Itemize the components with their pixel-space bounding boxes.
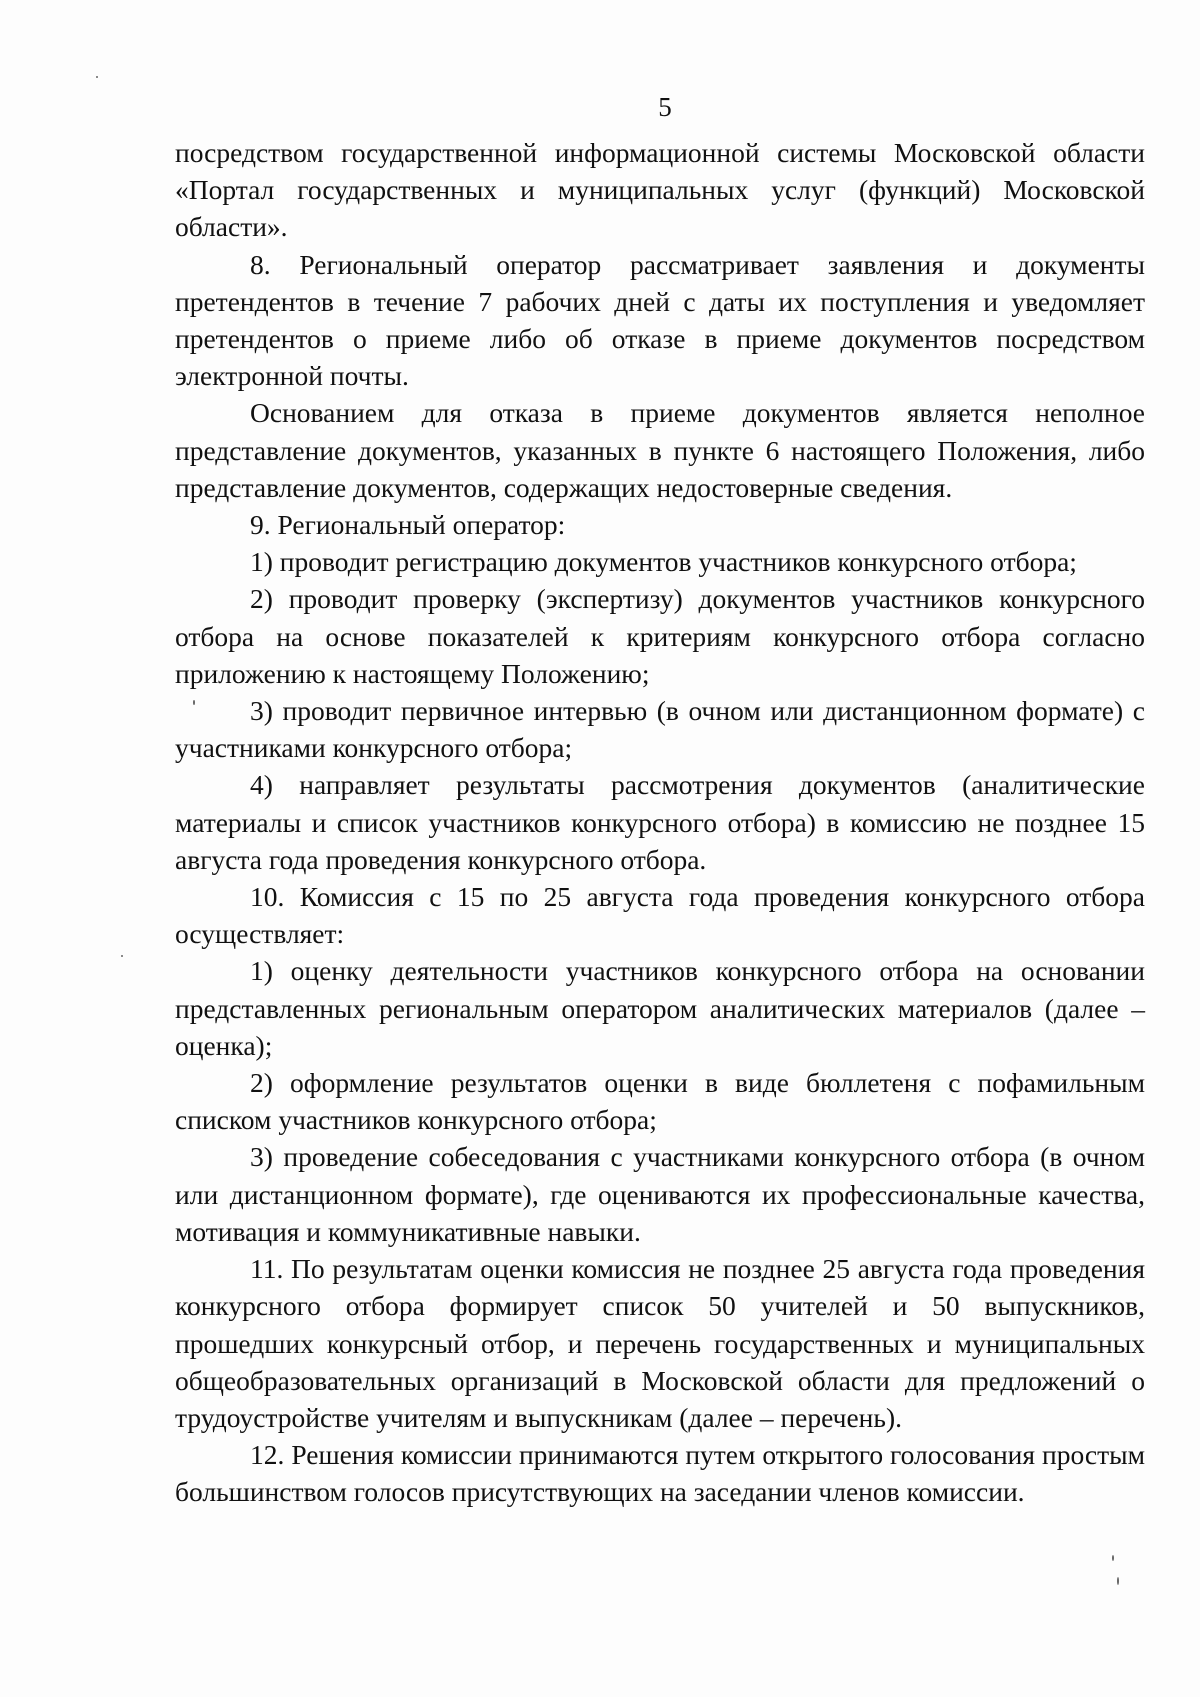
paragraph-item-9: 9. Региональный оператор: (250, 509, 566, 541)
scan-speck (121, 955, 123, 957)
paragraph-item-8: 8. Региональный оператор рассматривает заявления и документы претендентов в течение 7 рабочих дней с даты их поступления и уведомляет претендентов о приеме либо об отказе в приеме документов посредством электронной почты. (175, 248, 1145, 392)
paragraph-refusal-grounds: Основанием для отказа в приеме документов является неполное представление документов, указанных в пункте 6 настоящего Положения, либо представление документов, содержащих недостоверные сведения. (175, 397, 1145, 503)
scan-speck (96, 76, 98, 78)
paragraph-item-9-4: 4) направляет результаты рассмотрения документов (аналитические материалы и список участников конкурсного отбора) в комиссию не позднее 15 августа года проведения конкурсного отбора. (175, 769, 1145, 875)
paragraph-item-11: 11. По результатам оценки комиссия не позднее 25 августа года проведения конкурсного отбора формирует список 50 учителей и 50 выпускников, прошедших конкурсный отбор, и перечень государственных и муниципальных общеобразовательных организаций в Московской области для предложений о трудоустройстве учителям и выпускникам (далее – перечень). (175, 1253, 1145, 1433)
paragraph-item-9-2: 2) проводит проверку (экспертизу) документов участников конкурсного отбора на основе показателей к критериям конкурсного отбора согласно приложению к настоящему Положению; (175, 583, 1145, 689)
page-number: 5 (658, 92, 672, 122)
paragraph-item-12: 12. Решения комиссии принимаются путем открытого голосования простым большинством голосов присутствующих на заседании членов комиссии. (175, 1439, 1145, 1508)
paragraph-item-9-1: 1) проводит регистрацию документов участников конкурсного отбора; (250, 546, 1077, 578)
paragraph-item-10-3: 3) проведение собеседования с участниками конкурсного отбора (в очном или дистанционном формате), где оцениваются их профессиональные качества, мотивация и коммуникативные навыки. (175, 1141, 1145, 1247)
scan-speck (1117, 1577, 1119, 1585)
paragraph-portal-continuation: посредством государственной информационной системы Московской области «Портал государственных и муниципальных услуг (функций) Московской области». (175, 137, 1145, 243)
paragraph-item-10-1: 1) оценку деятельности участников конкурсного отбора на основании представленных региональным оператором аналитических материалов (далее – оценка); (175, 955, 1145, 1061)
document-body (175, 134, 1145, 1511)
paragraph-item-10: 10. Комиссия с 15 по 25 августа года проведения конкурсного отбора осуществляет: (175, 881, 1145, 950)
scan-speck (193, 700, 195, 705)
paragraph-item-9-3: 3) проводит первичное интервью (в очном или дистанционном формате) с участниками конкурсного отбора; (175, 695, 1145, 764)
scan-speck (1112, 1555, 1114, 1561)
paragraph-item-10-2: 2) оформление результатов оценки в виде бюллетеня с пофамильным списком участников конкурсного отбора; (175, 1067, 1145, 1136)
